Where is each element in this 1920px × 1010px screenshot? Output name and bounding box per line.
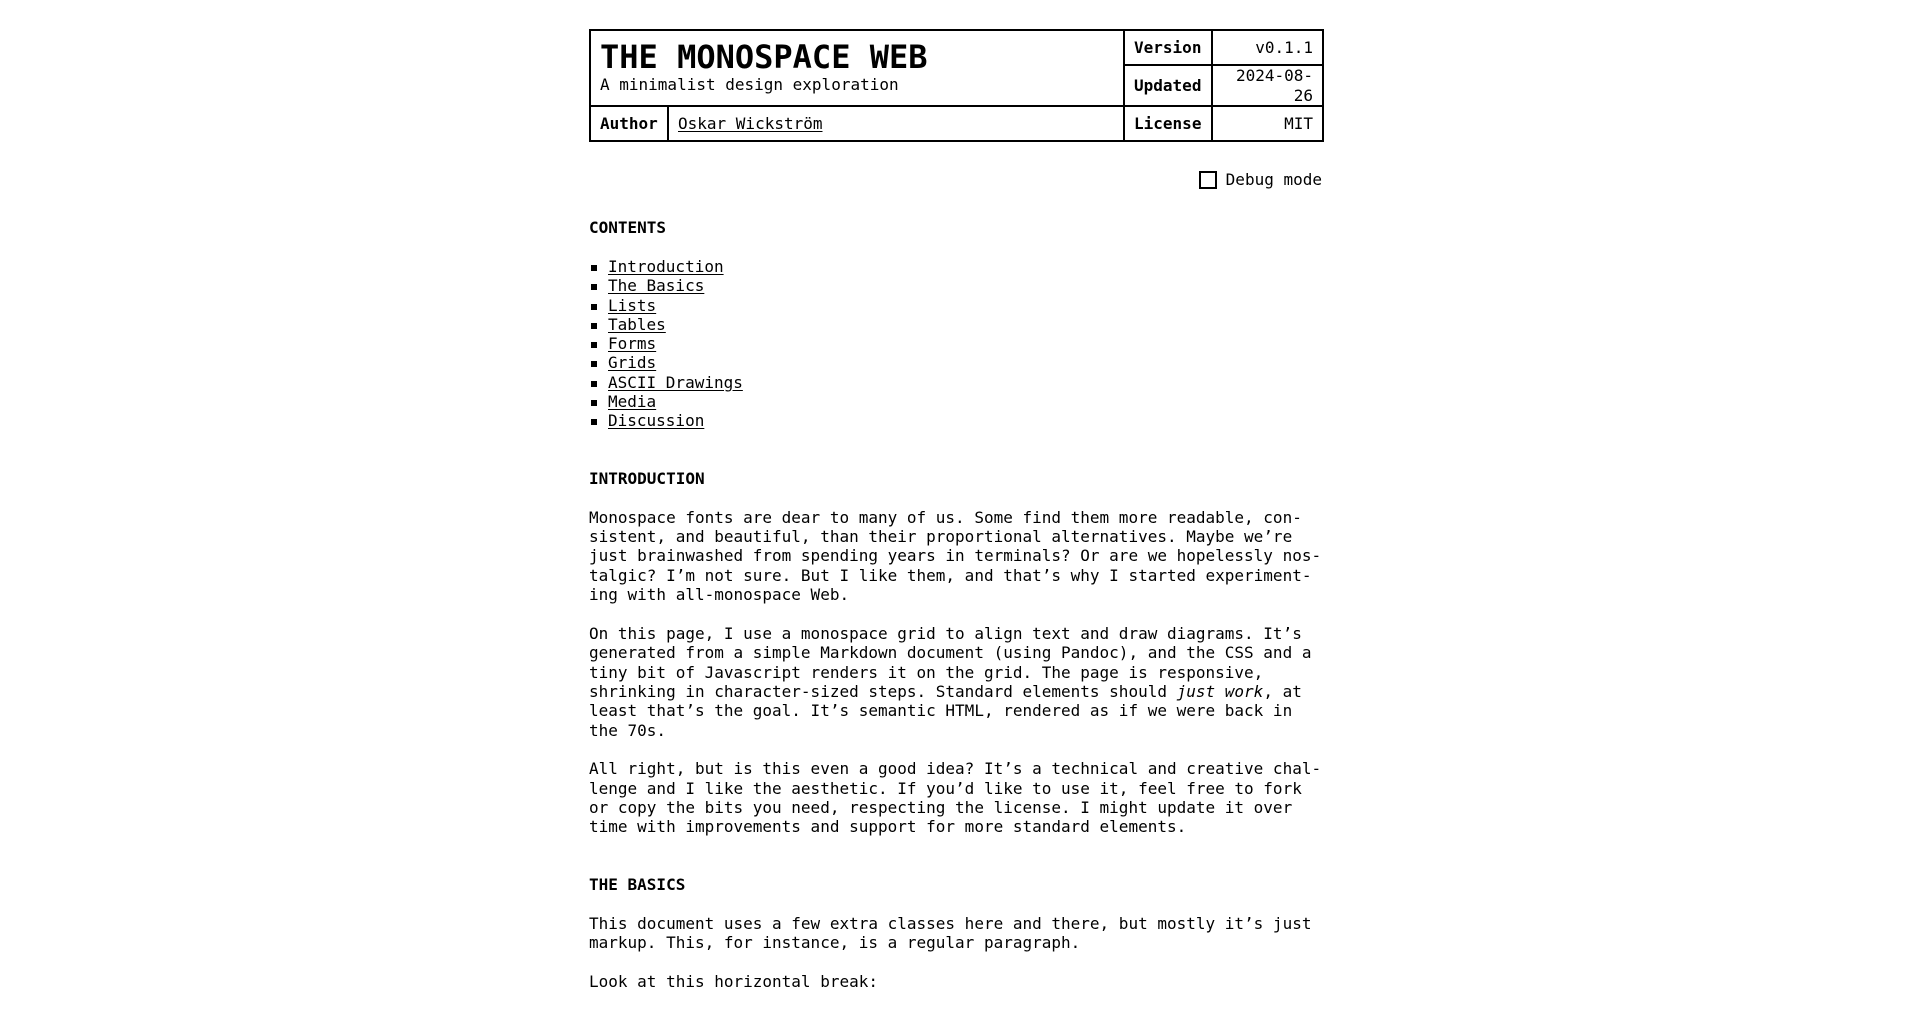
list-item — [589, 373, 1322, 392]
contents-list — [589, 257, 1322, 431]
page-subtitle: A minimalist design exploration — [600, 75, 899, 94]
updated-value — [1212, 65, 1323, 106]
author-link[interactable]: Oskar Wickström — [678, 113, 823, 133]
debug-label[interactable]: Debug mode — [1225, 170, 1322, 190]
updated-date: 2024-08-26 — [1235, 66, 1314, 105]
toc-link-lists[interactable]: Lists — [608, 295, 657, 315]
toc-link-grids[interactable]: Grids — [608, 353, 657, 373]
list-item — [589, 411, 1322, 430]
basics-heading: THE BASICS — [589, 874, 686, 894]
author-cell — [668, 106, 1124, 141]
updated-label: Updated — [1124, 65, 1212, 106]
header-table — [589, 29, 1324, 142]
list-item — [589, 315, 1322, 334]
toc-link-tables[interactable]: Tables — [608, 314, 666, 334]
intro-paragraph-2-a: On this page, I use a monospace grid to align text and draw diagrams. It’s generated from a simple Markdown document (using Pandoc), and the CSS and a tiny bit of Javascript renders it on the grid. The page is responsive, shrinking in character-sized steps. Standard elements should — [589, 623, 1312, 701]
toc-link-ascii-drawings[interactable]: ASCII Drawings — [608, 372, 743, 392]
introduction-heading: INTRODUCTION — [589, 468, 705, 488]
intro-emphasis: just work — [1176, 681, 1264, 701]
basics-paragraph-2: Look at this horizontal break: — [589, 971, 878, 991]
version-label: Version — [1124, 30, 1212, 65]
toc-link-forms[interactable]: Forms — [608, 334, 657, 354]
toc-link-introduction[interactable]: Introduction — [608, 257, 724, 276]
toc-link-discussion[interactable]: Discussion — [608, 411, 705, 431]
license-value: MIT — [1212, 106, 1323, 141]
page-title: THE MONOSPACE WEB — [600, 38, 928, 76]
author-label: Author — [590, 106, 668, 141]
debug-checkbox[interactable] — [1199, 171, 1217, 189]
toc-link-the-basics[interactable]: The Basics — [608, 276, 705, 296]
page-container — [589, 29, 1322, 1010]
intro-paragraph-2 — [589, 624, 1322, 740]
list-item — [589, 392, 1322, 411]
intro-paragraph-1: Monospace fonts are dear to many of us. Some find them more readable, con- sistent, and beautiful, than their proportional alternatives. Maybe we’re just brainwashed from spending years in terminals? Or are we hopelessly nos- talgic? I’m not sure. But I like them, and that’s why I started experiment- ing with all-monospace Web. — [589, 507, 1322, 605]
contents-heading: CONTENTS — [589, 218, 667, 237]
license-label: License — [1124, 106, 1212, 141]
basics-paragraph-1: This document uses a few extra classes here and there, but mostly it’s just markup. This, for instance, is a regular paragraph. — [589, 913, 1312, 953]
intro-paragraph-2-b: , at least that’s the goal. It’s semantic HTML, rendered as if we were back in the 70s. — [589, 681, 1302, 740]
list-item — [589, 296, 1322, 315]
list-item — [589, 257, 1322, 276]
intro-paragraph-3: All right, but is this even a good idea? It’s a technical and creative chal- lenge and I like the aesthetic. If you’d like to use it, feel free to fork or copy the bits you need, respecting the license. I might update it over time with improvements and support for more standard elements. — [589, 759, 1322, 837]
debug-toggle[interactable] — [589, 170, 1322, 190]
list-item — [589, 334, 1322, 353]
toc-link-media[interactable]: Media — [608, 392, 657, 412]
list-item — [589, 353, 1322, 372]
version-value: v0.1.1 — [1212, 30, 1323, 65]
list-item — [589, 276, 1322, 295]
title-cell — [590, 30, 1124, 106]
